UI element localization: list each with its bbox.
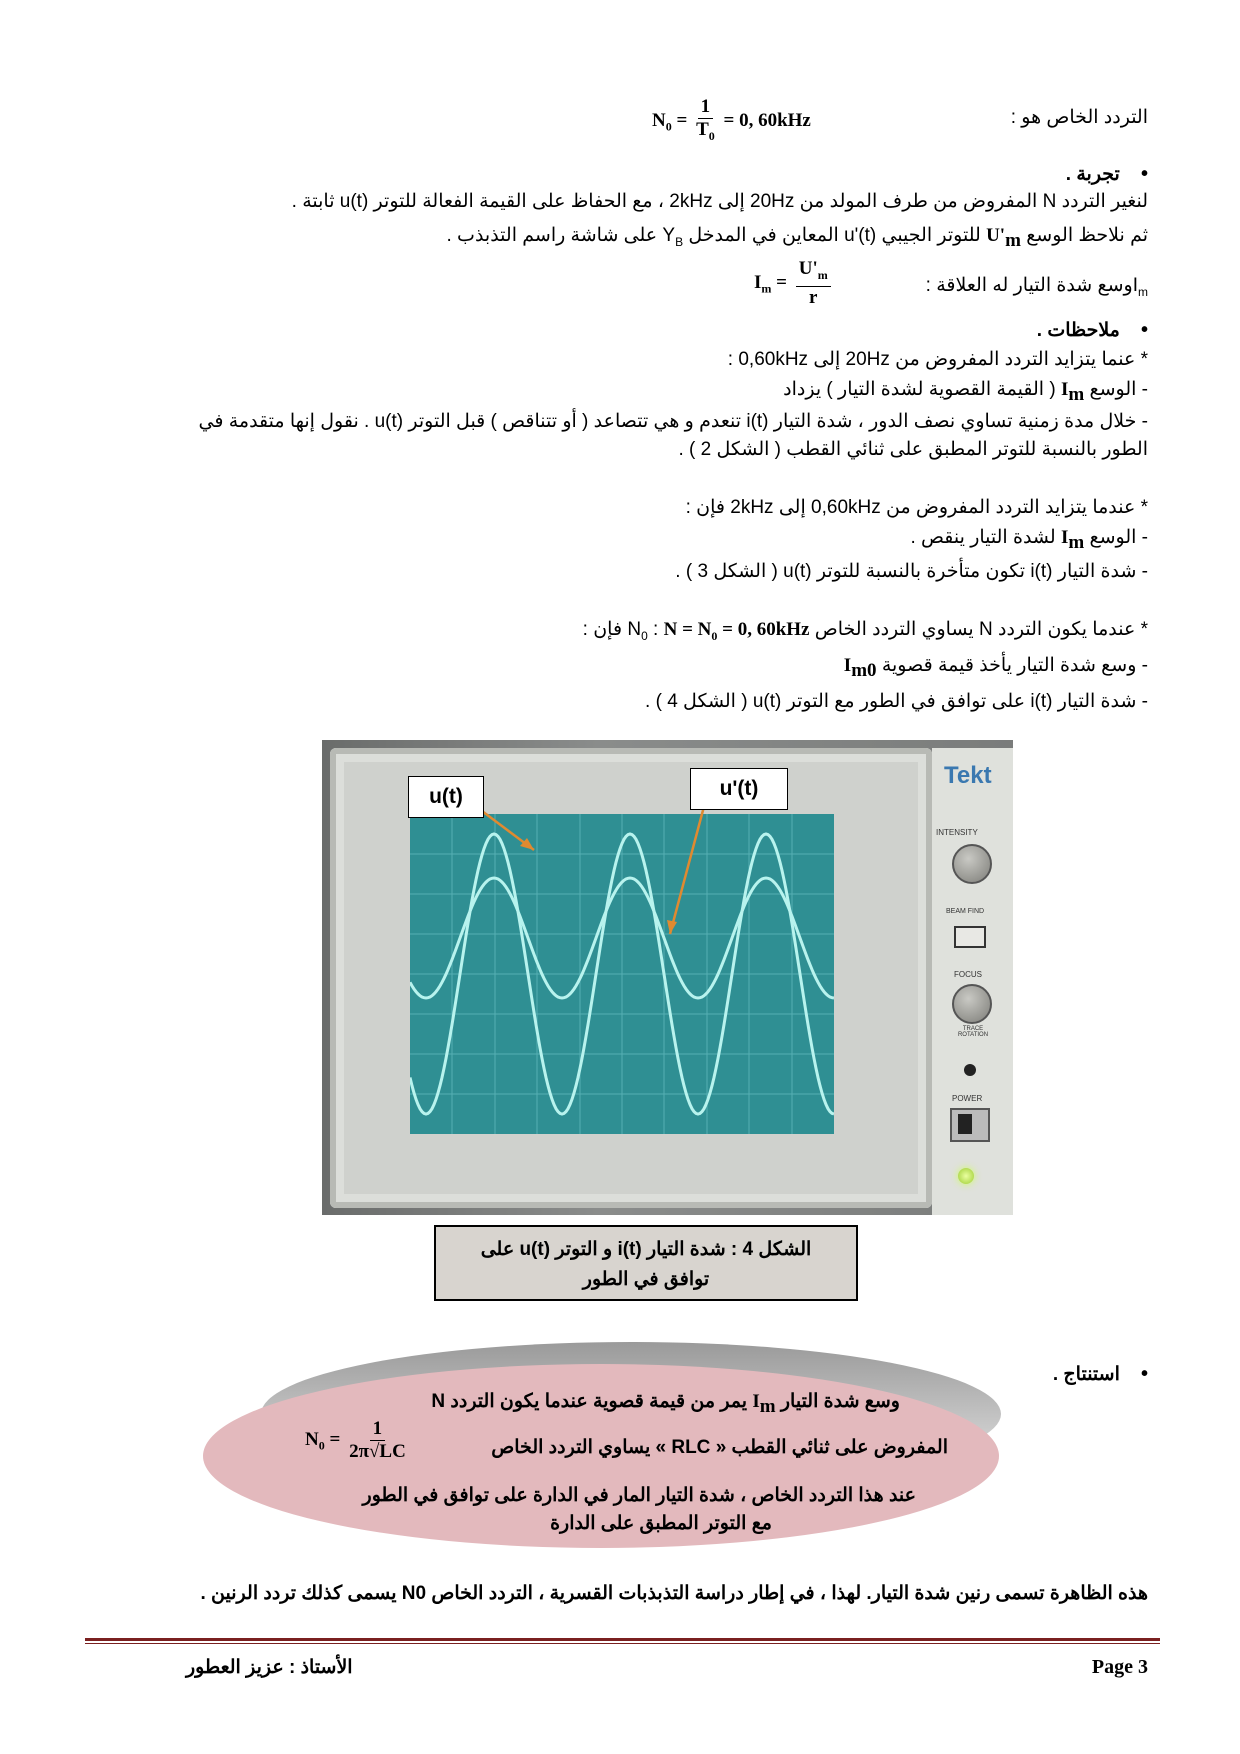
natural-frequency-formula: $N_0$ = $\frac{1}{T_0}$ = 0, 60kHz — [652, 96, 811, 143]
notes-case-3-e: - شدة التيار i(t) على توافق في الطور مع التوتر u(t) ( الشكل 4 ) . — [645, 691, 1148, 712]
natural-frequency-label: التردد الخاص هو : — [1010, 107, 1148, 128]
label-u: u(t) — [408, 776, 484, 818]
experiment-line-1: لنغير التردد N المفروض من طرف المولد من 20Hz إلى 2kHz ، مع الحفاظ على القيمة الفعالة للتوتر u(t) ثابتة . — [291, 191, 1148, 212]
notes-case-2-b: - شدة التيار i(t) تكون متأخرة بالنسبة للتوتر u(t) ( الشكل 3 ) . — [675, 561, 1148, 582]
conclusion-title: • استنتاج . — [1052, 1363, 1148, 1385]
notes-title: • ملاحظات . — [1036, 319, 1148, 341]
conclusion-line-1: وسع شدة التيار $I_m$ يمر من قيمة قصوية عندما يكون التردد N — [431, 1391, 900, 1417]
current-amplitude-label: $I_mوسع$ شدة التيار له العلاقة : — [925, 275, 1148, 299]
conclusion-line-3: عند هذا التردد الخاص ، شدة التيار المار في الدارة على توافق في الطور — [362, 1485, 916, 1506]
notes-case-2: * عندما يتزايد التردد المفروض من 0,60kHz إلى 2kHz فإن : — [685, 497, 1148, 518]
experiment-title: • تجربة . — [1065, 163, 1148, 185]
notes-case-3-d: - وسع شدة التيار يأخذ قيمة قصوية $I_{m0}$ — [843, 655, 1148, 681]
intensity-label: INTENSITY — [936, 828, 978, 837]
trace-rotation-label: TRACE ROTATION — [957, 1026, 989, 1038]
resonance-formula: $N_0$ = $\frac{1}{2\pi√LC}$ — [305, 1418, 406, 1462]
arrow-u-prime-head — [667, 920, 677, 934]
conclusion-line-4: مع التوتر المطبق على الدارة — [550, 1513, 772, 1534]
notes-case-1: * عنما يتزايد التردد المفروض من 20Hz إلى 0,60kHz : — [727, 349, 1148, 370]
power-label: POWER — [952, 1094, 983, 1103]
focus-label: FOCUS — [954, 970, 982, 979]
footer-page-number: Page 3 — [1091, 1656, 1148, 1678]
figure-caption: الشكل 4 : شدة التيار i(t) و التوتر u(t) على توافق في الطور — [434, 1225, 858, 1301]
footer-rule-thin — [85, 1643, 1160, 1644]
notes-case-1-b: - خلال مدة زمنية تساوي نصف الدور ، شدة التيار i(t) تنعدم و هي تتصاعد ( أو تتناقص ) قبل التوتر u(t) . نقول إنها متقدمة في — [198, 411, 1148, 432]
final-statement: هذه الظاهرة تسمى رنين شدة التيار. لهذا ، في إطار دراسة التذبذبات القسرية ، التردد الخاص N0 يسمى كذلك تردد الرنين . — [200, 1583, 1148, 1604]
notes-case-1-c: الطور بالنسبة للتوتر المطبق على ثنائي القطب ( الشكل 2 ) . — [678, 439, 1148, 460]
notes-case-1-a: - الوسع $I_m$ ( القيمة القصوية لشدة التيار ) يزداد — [783, 379, 1148, 405]
beam-find-label: BEAM FIND — [946, 908, 985, 915]
footer-rule — [85, 1638, 1160, 1641]
label-u-prime: u'(t) — [690, 768, 788, 810]
footer-author: الأستاذ : عزيز العطور — [186, 1657, 353, 1678]
notes-case-2-a: - الوسع $I_m$ لشدة التيار ينقص . — [910, 527, 1148, 553]
brand-logo: Tekt — [944, 762, 992, 789]
current-amplitude-formula: $I_m$ = $\frac{U'_m}{r}$ — [754, 258, 835, 309]
experiment-line-2: ثم نلاحظ الوسع $U'_m$ للتوتر الجيبي u'(t) المعاين في المدخل $Y_B$ على شاشة راسم التذبذب . — [446, 225, 1148, 251]
notes-case-3: * عندما يكون التردد N يساوي التردد الخاص $N_0$ : $N = N_0 = 0$, 60kHz فإن : — [582, 619, 1148, 643]
conclusion-line-2: المفروض على ثنائي القطب « RLC » يساوي التردد الخاص — [491, 1437, 948, 1458]
